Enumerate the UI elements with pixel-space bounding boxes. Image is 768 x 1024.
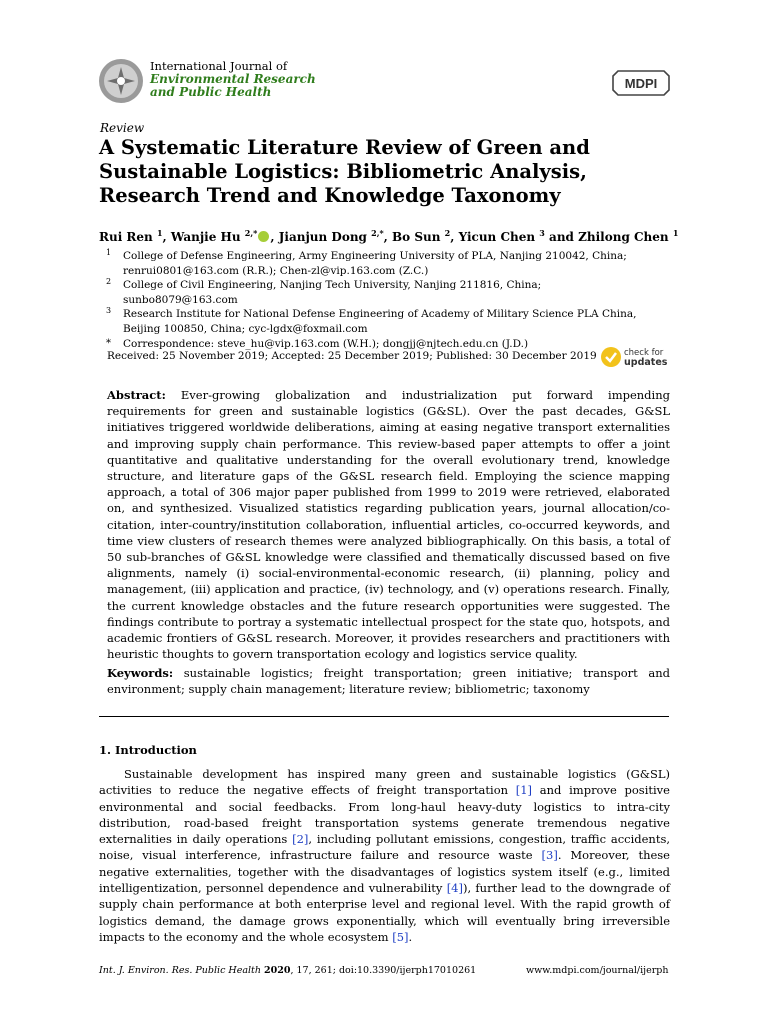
check-updates-icon	[600, 346, 622, 368]
title-line: A Systematic Literature Review of Green and	[99, 136, 590, 159]
citation-link[interactable]: [2]	[292, 832, 309, 847]
affiliation-item	[99, 337, 659, 352]
mdpi-logo-icon	[612, 70, 670, 96]
intro-text: ), further lead to the downgrade of supply chain performance at both enterprise level and regional level. With the rapid growth of logistics demand, the damage grows exponentially, which will eventually bring irreversible impacts to the economy and the whole ecosystem	[99, 881, 671, 944]
author-affil-sup: 3	[539, 228, 545, 238]
affiliation-number: *	[106, 337, 111, 349]
intro-text: , including pollutant emissions, congestion, traffic accidents, noise, visual interference, infrastructure failure and resource waste	[99, 832, 671, 863]
affiliation-text: Beijing 100850, China; cyc-lgdx@foxmail.com	[123, 322, 368, 335]
journal-logo-icon	[98, 58, 144, 104]
footer-citation	[99, 965, 476, 976]
intro-text: . Moreover, these negative externalities, together with the disadvantages of logistics system itself (e.g., limited intelligentization, personnel dependence and vulnerability	[99, 848, 670, 896]
citation-link[interactable]: [1]	[515, 783, 533, 798]
author-name[interactable]: Rui Ren	[99, 230, 153, 244]
author-list: Rui Ren $^1$, Wanjie Hu $^{2,*}$ , Jianjun Dong $^{2,*}$, Bo Sun $^2$, Yicun Chen $^3$ and Zhilong Chen $^1$	[99, 228, 679, 244]
check-updates-line1: check for	[624, 348, 664, 358]
abstract	[107, 387, 670, 662]
author-affil-sup: 1	[672, 228, 679, 238]
affiliation-item	[99, 249, 659, 278]
check-updates-line2: updates	[624, 357, 668, 368]
author-affil-sup: 1	[156, 228, 163, 238]
footer-doi: , 17, 261; doi:10.3390/ijerph17010261	[290, 965, 477, 976]
abstract-label: Abstract:	[107, 388, 166, 402]
abstract-text: Ever-growing globalization and industrialization put forward impending requirements for green and sustainable logistics (G&SL). Over the past decades, G&SL initiatives triggered worldwide deliberations, aiming at easing negative transport externalities and improving supply chain performance. This review-based paper attempts to offer a joint quantitative and qualitative understanding for the overall evolutionary trend, knowledge structure, and literature gaps of the G&SL research field. Employing the science mapping approach, a total of 306 major paper published from 1999 to 2019 were retrieved, elaborated on, and synthesized. Visualized statistics regarding publication years, journal allocation/co-citation, inter-country/institution collaboration, influential articles, co-occurred keywords, and time view clusters of research themes were analyzed bibliographically. On this basis, a total of 50 sub-branches of G&SL knowledge were classified and thematically discussed based on five alignments, namely (i) social-environmental-economic research, (ii) planning, policy and management, (iii) application and practice, (iv) technology, and (v) operations research. Finally, the current knowledge obstacles and the future research opportunities were suggested. The findings contribute to portray a systematic intellectual prospect for the state quo, hotspots, and academic frontiers of G&SL research. Moreover, it provides researchers and practitioners with heuristic thoughts to govern transportation ecology and logistics service quality.	[107, 388, 670, 662]
journal-name	[150, 60, 316, 99]
orcid-icon[interactable]	[258, 231, 269, 242]
footer-year: 2020	[264, 965, 291, 976]
intro-paragraph	[99, 766, 670, 945]
citation-link[interactable]: [4]	[446, 881, 463, 896]
affiliation-number: 3	[106, 306, 112, 316]
section-divider	[99, 716, 669, 717]
affiliation-item	[99, 278, 659, 307]
affiliation-text: College of Civil Engineering, Nanjing Tech University, Nanjing 211816, China; sunbo8079@163.com	[123, 279, 542, 306]
section-heading: 1. Introduction	[99, 743, 197, 757]
affiliation-text: Correspondence: steve_hu@vip.163.com (W.H.); dongjj@njtech.edu.cn (J.D.)	[123, 337, 529, 350]
author-affil-sup: 2	[444, 228, 451, 238]
intro-text: Sustainable development has inspired many green and sustainable logistics (G&SL) activities to reduce the negative effects of freight transportation	[99, 767, 670, 798]
mdpi-logo-text: MDPI	[624, 76, 658, 91]
article-type: Review	[100, 121, 145, 135]
publication-dates: Received: 25 November 2019; Accepted: 25 December 2019; Published: 30 December 2019	[107, 350, 597, 362]
citation-link[interactable]: [5]	[392, 929, 409, 944]
keywords	[107, 665, 670, 697]
author-name[interactable]: Jianjun Dong	[278, 230, 367, 244]
footer-journal-url[interactable]: www.mdpi.com/journal/ijerph	[526, 965, 669, 976]
citation-link[interactable]: [3]	[541, 848, 558, 863]
affiliations	[99, 249, 659, 351]
check-for-updates-button[interactable]	[600, 346, 670, 372]
journal-name-line2: Environmental Research	[150, 72, 316, 86]
author-name[interactable]: Bo Sun	[392, 230, 441, 244]
keywords-label: Keywords:	[107, 666, 174, 680]
journal-name-line1: International Journal of	[150, 59, 288, 73]
affiliation-number: 1	[106, 248, 112, 257]
affiliation-item	[99, 307, 659, 336]
footer-journal-abbrev: Int. J. Environ. Res. Public Health	[99, 965, 261, 976]
intro-text: and improve positive environmental and social feedbacks. From long-haul heavy-duty logistics to intra-city distribution, road-based freight transportation systems generate tremendous negative externalities in daily operations	[99, 783, 670, 847]
author-name[interactable]: Yicun Chen	[458, 230, 536, 244]
author-affil-sup: 2,*	[371, 228, 384, 238]
title-line: Sustainable Logistics: Bibliometric Analysis,	[99, 160, 587, 183]
author-name[interactable]: Wanjie Hu	[170, 230, 241, 244]
author-affil-sup: 2,*	[244, 228, 258, 238]
author-name[interactable]: Zhilong Chen	[578, 230, 669, 244]
affiliation-text: Research Institute for National Defense Engineering of Academy of Military Science PLA China,	[123, 308, 637, 321]
paper-title	[99, 136, 659, 208]
affiliation-text: College of Defense Engineering, Army Engineering University of PLA, Nanjing 210042, China;	[123, 250, 627, 262]
affiliation-text: renrui0801@163.com (R.R.); Chen-zl@vip.163.com (Z.C.)	[123, 264, 429, 277]
title-line: Research Trend and Knowledge Taxonomy	[99, 184, 561, 207]
journal-name-line3: and Public Health	[150, 85, 272, 99]
keywords-text: sustainable logistics; freight transportation; green initiative; transport and environment; supply chain management; literature review; bibliometric; taxonomy	[107, 666, 670, 697]
intro-text: .	[408, 929, 413, 944]
affiliation-number: 2	[106, 277, 112, 287]
